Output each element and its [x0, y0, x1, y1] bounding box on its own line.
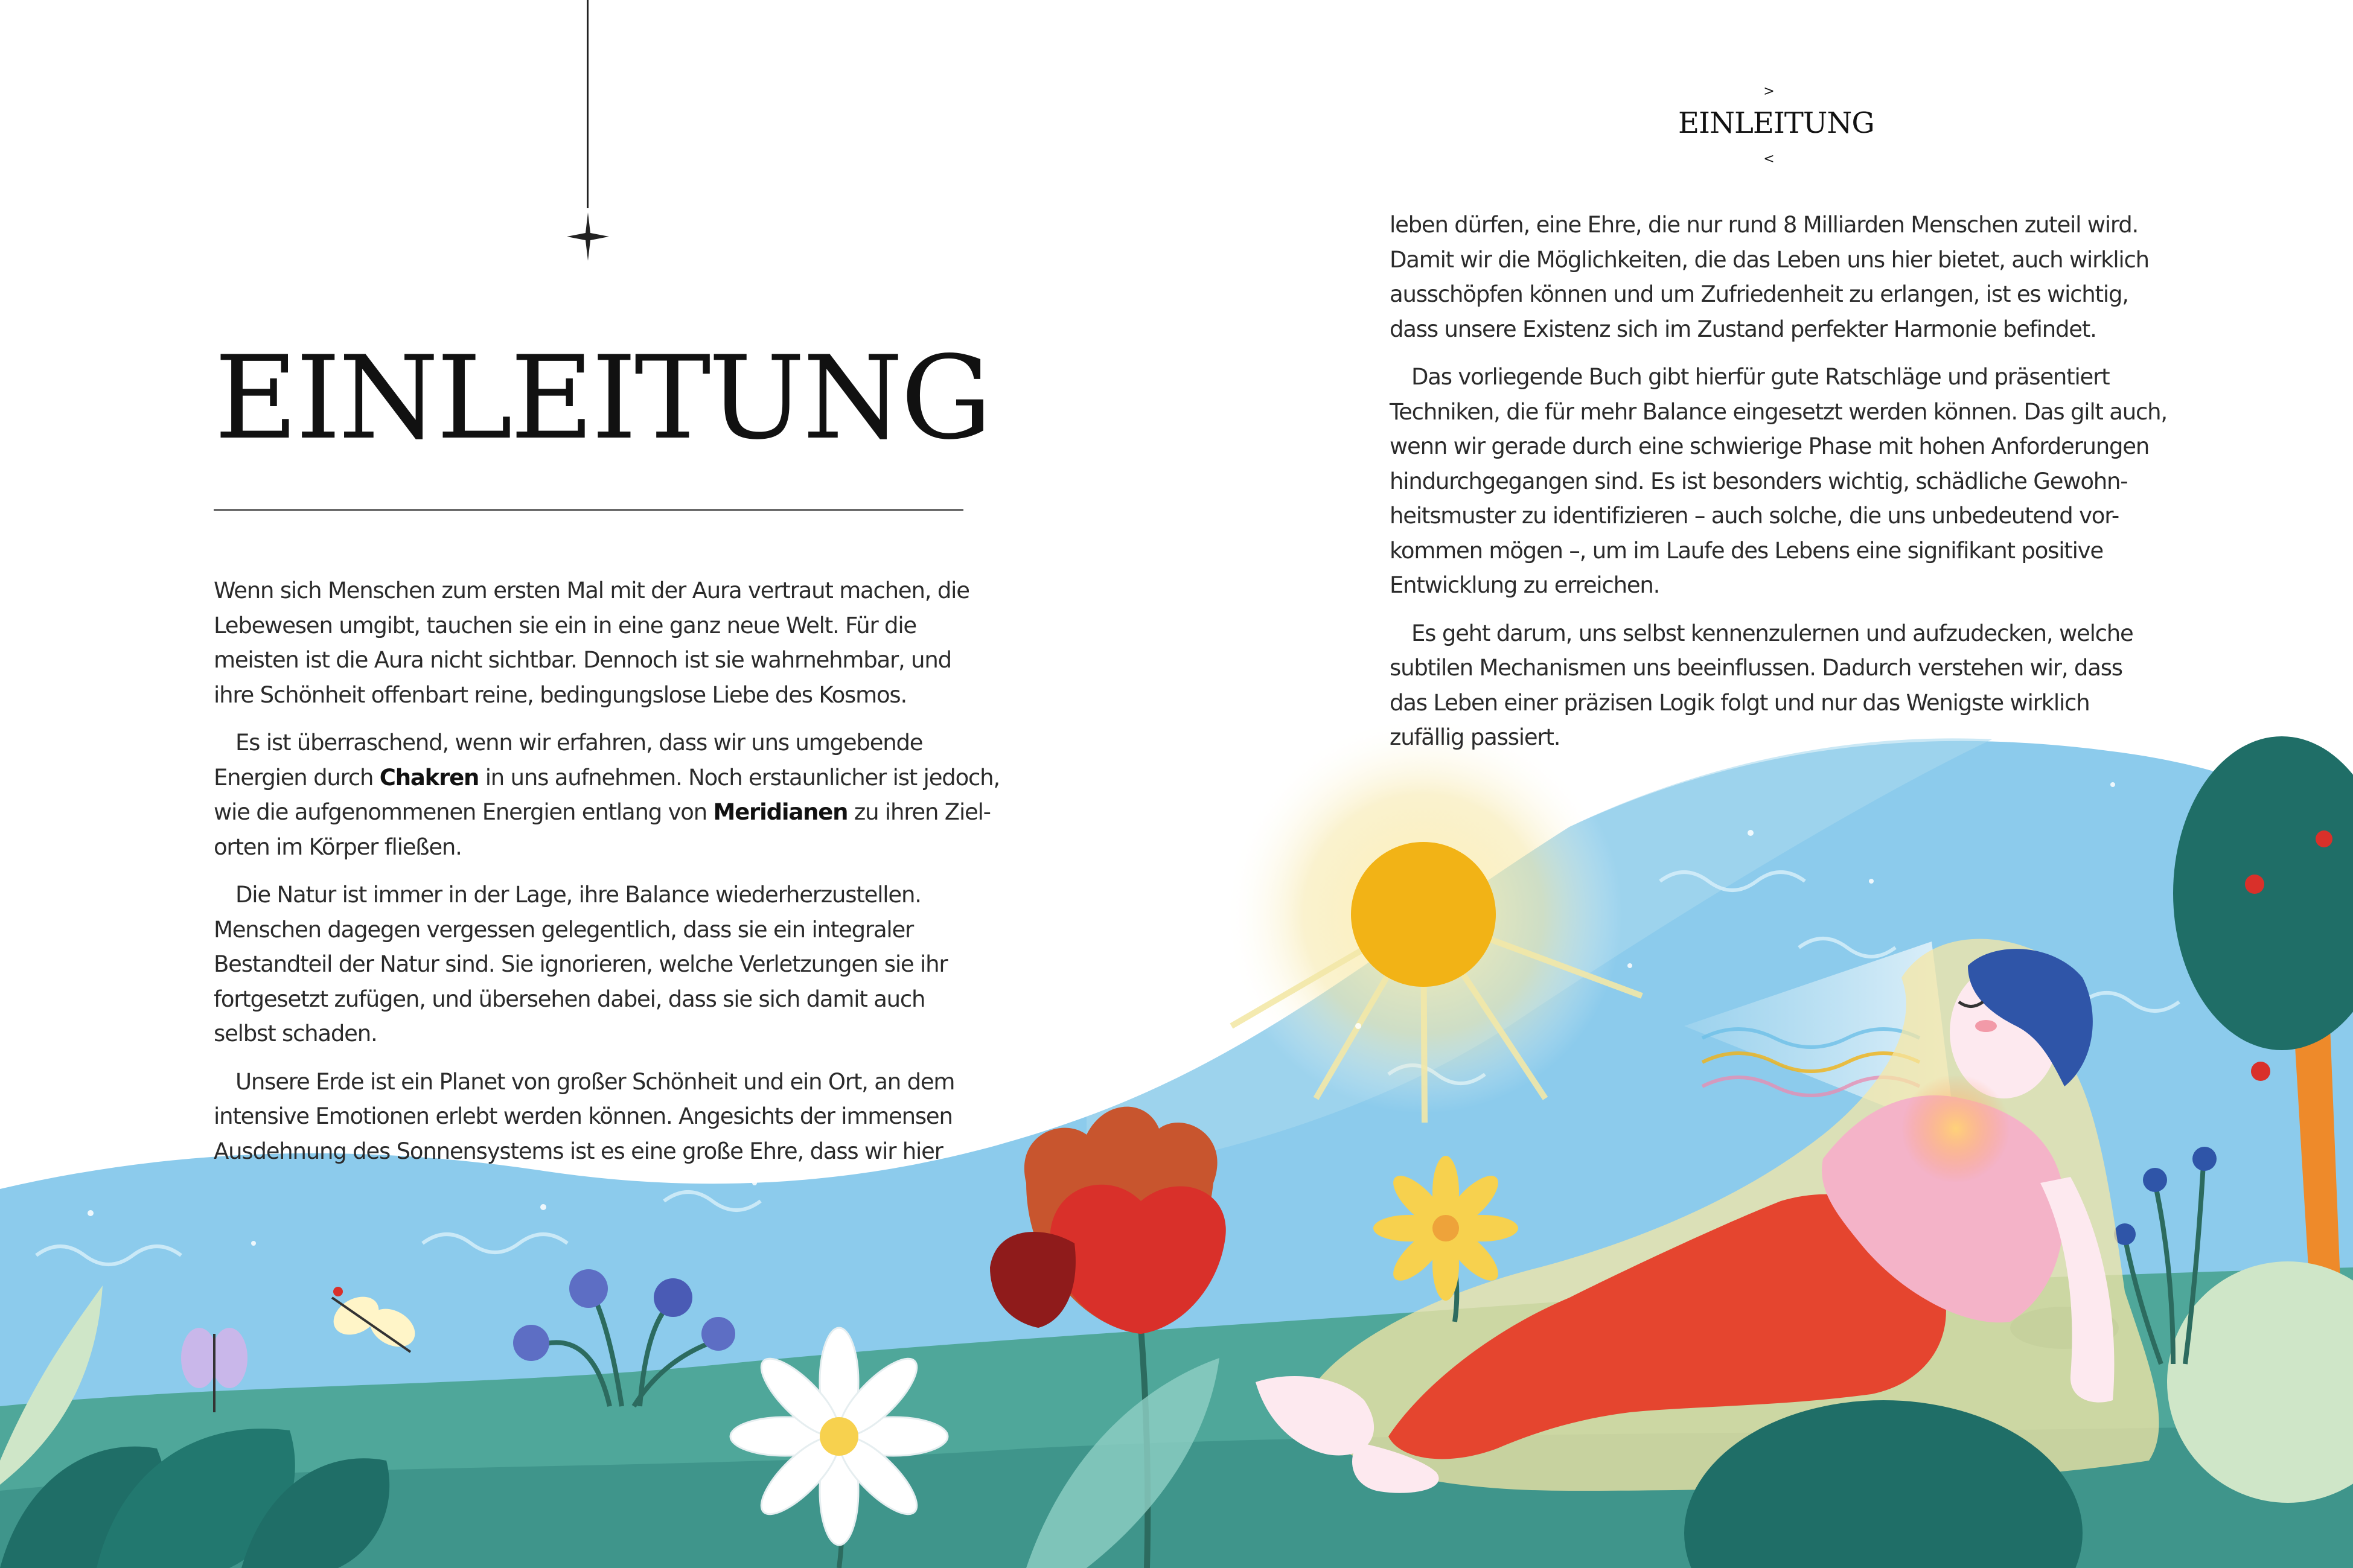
paragraph: Das vorliegende Buch gibt hierfür gute Ratschläge und präsentiert Techniken, die für mehr Balance eingesetzt werden können. Das gilt auch, wenn wir gerade durch eine schwierige Phase mit hohen Anforderungen hindurchgegangen sind. Es ist besonders wichtig, schädliche Gewohn- heitsmuster zu identifizieren – auch solche, die uns unbedeutend vor- kommen mögen –, um im Laufe des Lebens eine signifikant positive Entwicklung zu erreichen. [1390, 364, 2167, 598]
sun [1351, 842, 1496, 987]
running-head: > EINLEITUNG < [1678, 84, 1874, 167]
paragraph: Es ist überraschend, wenn wir erfahren, dass wir uns umgebende Energien durch Chakren in uns aufnehmen. Noch erstaunlicher ist jedoch, wie die aufgenommenen Energien entlang von Meridianen zu ihren Ziel- orten im Körper fließen. [214, 730, 1000, 860]
paragraph: Die Natur ist immer in der Lage, ihre Balance wiederherzustellen. Menschen dagegen vergessen gelegentlich, dass sie ein integraler Bestandteil der Natur sind. Sie ignorieren, welche Verletzungen sie ihr fortgesetzt zufügen, und übersehen dabei, dass sie sich damit auch selbst schaden. [214, 882, 948, 1047]
left-page-text [214, 573, 1000, 1182]
decorative-line [587, 0, 589, 208]
paragraph: leben dürfen, eine Ehre, die nur rund 8 Milliarden Menschen zuteil wird. Damit wir die Möglichkeiten, die das Leben uns hier bietet, auch wirklich ausschöpfen können und um Zufriedenheit zu erlangen, ist es wichtig, dass unsere Existenz sich im Zustand perfekter Harmonie befindet. [1390, 212, 2149, 342]
running-head-title: EINLEITUNG [1678, 106, 1874, 140]
title-divider [214, 509, 963, 511]
paragraph: Es geht darum, uns selbst kennenzulernen und aufzudecken, welche subtilen Mechanismen uns beeinflussen. Dadurch verstehen wir, dass das Leben einer präzisen Logik folgt und nur das Wenigste wirklich zufällig passiert. [1390, 620, 2133, 750]
paragraph: Wenn sich Menschen zum ersten Mal mit der Aura vertraut machen, die Lebewesen umgibt, tauchen sie ein in eine ganz neue Welt. Für die meisten ist die Aura nicht sichtbar. Dennoch ist sie wahrnehmbar, und ihre Schönheit offenbart reine, bedingungslose Liebe des Kosmos. [214, 578, 969, 708]
chapter-title: EINLEITUNG [214, 331, 990, 465]
term-chakren: Chakren [379, 764, 479, 791]
right-page-text [1390, 208, 2167, 768]
term-meridianen: Meridianen [713, 799, 848, 825]
star-icon [567, 212, 609, 261]
paragraph: Unsere Erde ist ein Planet von großer Schönheit und ein Ort, an dem intensive Emotionen erlebt werden können. Angesichts der immensen Ausdehnung des Sonnensystems ist es eine große Ehre, dass wir hier [214, 1068, 955, 1164]
